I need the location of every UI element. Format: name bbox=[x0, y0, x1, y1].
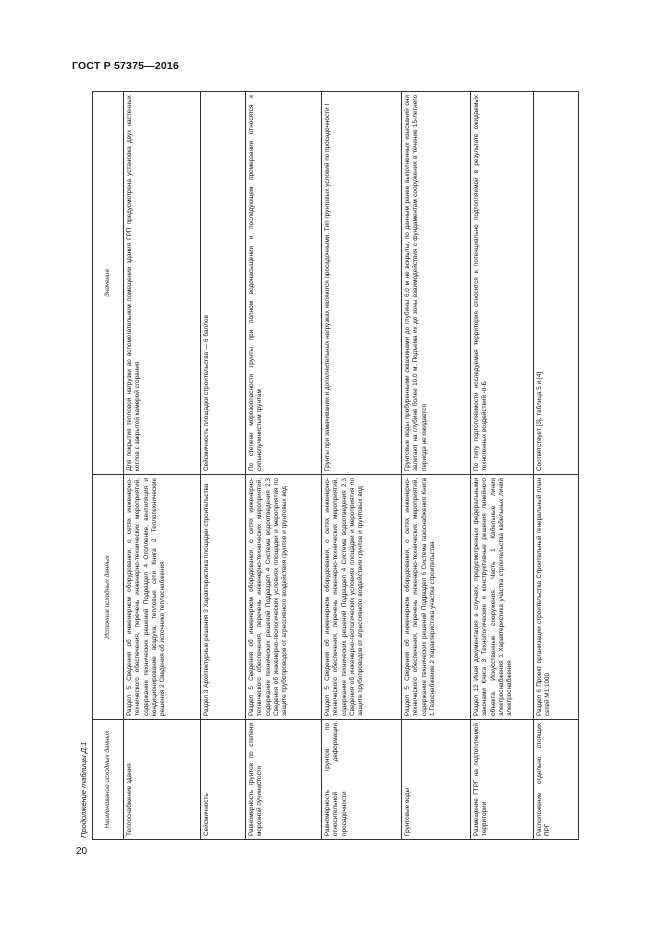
cell-value: Грунтовые воды пробуренными скважинами до глубины 6,0 м не вскрыты, по данным ранее выполненных изысканий они залегают на глубине более 10,0 м. Подъема их до зоны взаимодействия с фундаментам сооружения в течение 15-летнего периода не ожидается bbox=[402, 92, 471, 475]
table-row bbox=[534, 92, 579, 840]
cell-source: Раздел 5 Сведения об инженерном оборудовании, о сетях инженерно-технического обеспечения, перечень инженерно-технических мероприятий, содержание технических решений Подраздел 6 Система газоснабжения Книга 1 Газоснабжение 2 Характеристика участка строительства bbox=[402, 475, 471, 720]
standard-header: ГОСТ Р 57375—2016 bbox=[72, 60, 180, 72]
cell-value: Грунты при замачивании и дополнительных нагрузках являются просадочными. Тип грунтовых условий по просадочности I bbox=[322, 92, 402, 475]
table-row bbox=[471, 92, 534, 840]
cell-value: Для покрытия тепловой нагрузки во вспомогательном помещении здания ГРП предусмотрена установка двух настенных котлов с закрытой камерой сгорания bbox=[124, 92, 201, 475]
cell-source: Раздел 3 Архитектурные решения 3 Характеристика площадки строительства bbox=[201, 475, 246, 720]
cell-value: Сейсмичность площадки строительства — 6 баллов bbox=[201, 92, 246, 475]
cell-name: Теплоснабжение здания bbox=[124, 720, 201, 840]
page-number: 20 bbox=[76, 846, 88, 857]
cell-name: Равномерность грунтов по степени морозной пучинистости bbox=[246, 720, 322, 840]
table-caption: Продолжение таблицы Д.1 bbox=[79, 741, 88, 838]
data-table bbox=[92, 91, 579, 840]
table-row bbox=[201, 92, 246, 840]
cell-source: Раздел 5 Сведения об инженерном оборудовании, о сетях инженерно-технического обеспечения, перечень инженерно-технических мероприятий, содержание технических решений Подраздел 4 Система водоотведения 2.3 Сведения об инженерно-геологических условиях площадки и мероприятия по защите трубопроводов от агрессивного воздействия грунтов и грунтовых вод bbox=[246, 475, 322, 720]
table-header-row bbox=[93, 92, 124, 840]
column-header-name: Наименование исходных данных bbox=[93, 720, 124, 840]
table-row bbox=[124, 92, 201, 840]
cell-name: Грунтовые воды bbox=[402, 720, 471, 840]
table-row bbox=[402, 92, 471, 840]
column-header-value: Значение bbox=[93, 92, 124, 475]
cell-name: Равномерность грунтов по относительной деформации просадочности bbox=[322, 720, 402, 840]
cell-source: Раздел 5 Сведения об инженерном оборудовании, о сетях инженерно-технического обеспечения, перечень инженерно-технических мероприятий, содержание технических решений Подраздел 4 Система водоотведения 2.3 Сведения об инженерно-геологических условиях площадки и мероприятия по защите трубопроводов от агрессивного воздействия грунтов и грунтовых вод bbox=[322, 475, 402, 720]
cell-source: Раздел 12 Иная документация в случаях, предусмотренных федеральными законами Книга 3 Технологические и конструктивные решения линейного объекта. Искусственные сооружения. Часть 1 Кабельные линии электроснабжения 1 Характеристика участка строительства кабельных линий электроснабжения bbox=[471, 475, 534, 720]
cell-name: Сейсмичность bbox=[201, 720, 246, 840]
cell-source: Раздел 5 Сведения об инженерном оборудовании, о сетях инженерно-технического обеспечения, перечень инженерно-технических мероприятий, содержание технических решений Подраздел 4 Отопление, вентиляция и кондиционирование воздуха, тепловые сети Книга 2 Теплотехнические решения 2 Сведения об источнике теплоснабжения bbox=[124, 475, 201, 720]
table-row bbox=[322, 92, 402, 840]
rotated-table-block bbox=[76, 92, 572, 840]
cell-name: Расположение отдельно стоящих ПРГ bbox=[534, 720, 579, 840]
cell-value: Соответствует [3], таблица 5 и [4] bbox=[534, 92, 579, 475]
column-header-source: Источник исходных данных bbox=[93, 475, 124, 720]
table-row bbox=[246, 92, 322, 840]
cell-source: Раздел 6 Проект организации строительства Строительный генеральный план сетей М1:1000 bbox=[534, 475, 579, 720]
cell-value: По типу подтопляемости исследуемая территория относится к потенциально подтопляемой в результате ожидаемых техногенных воздействий -II-Б bbox=[471, 92, 534, 475]
cell-name: Размещение ГТРГ на подтопляемой территории bbox=[471, 720, 534, 840]
cell-value: По степени морозоопасности грунты при полном водонасыщении и последующем промерзании относятся к сильнопучинистым грунтам bbox=[246, 92, 322, 475]
